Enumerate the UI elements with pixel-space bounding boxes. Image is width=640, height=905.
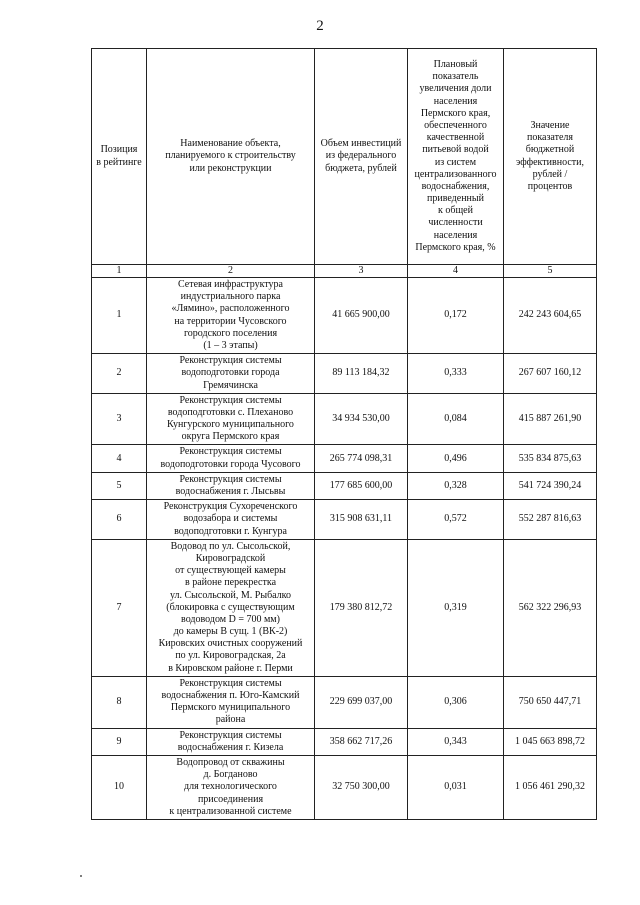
cell-investment: 315 908 631,11 <box>315 500 408 540</box>
header-object-name: Наименование объекта, планируемого к строительству или реконструкции <box>147 49 315 265</box>
cell-object-name: Сетевая инфраструктура индустриального парка «Лямино», расположенного на территории Чусовского городского поселения (1 – 3 этапы) <box>147 278 315 354</box>
cell-investment: 358 662 717,26 <box>315 728 408 755</box>
table-row <box>92 676 597 728</box>
cell-budget-efficiency: 1 045 663 898,72 <box>504 728 597 755</box>
cell-object-name: Реконструкция системы водоснабжения г. Лысьвы <box>147 472 315 499</box>
cell-investment: 177 685 600,00 <box>315 472 408 499</box>
cell-object-name: Реконструкция системы водоподготовки города Чусового <box>147 445 315 472</box>
column-number: 4 <box>408 265 504 278</box>
cell-object-name: Водопровод от скважины д. Богданово для технологического присоединения к централизованной системе <box>147 755 315 819</box>
cell-budget-efficiency: 750 650 447,71 <box>504 676 597 728</box>
header-row <box>92 49 597 265</box>
cell-population-share: 0,328 <box>408 472 504 499</box>
scan-speck <box>80 875 82 877</box>
cell-object-name: Реконструкция Сухореченского водозабора и системы водоподготовки г. Кунгура <box>147 500 315 540</box>
cell-position: 8 <box>92 676 147 728</box>
cell-object-name: Реконструкция системы водоснабжения г. Кизела <box>147 728 315 755</box>
cell-investment: 265 774 098,31 <box>315 445 408 472</box>
table-row <box>92 755 597 819</box>
cell-position: 2 <box>92 354 147 394</box>
cell-population-share: 0,319 <box>408 539 504 676</box>
cell-budget-efficiency: 1 056 461 290,32 <box>504 755 597 819</box>
cell-object-name: Реконструкция системы водоподготовки города Гремячинска <box>147 354 315 394</box>
cell-population-share: 0,572 <box>408 500 504 540</box>
header-investment: Объем инвестиций из федерального бюджета, рублей <box>315 49 408 265</box>
cell-budget-efficiency: 415 887 261,90 <box>504 393 597 445</box>
cell-object-name: Реконструкция системы водоподготовки с. Плеханово Кунгурского муниципального округа Пермского края <box>147 393 315 445</box>
cell-position: 10 <box>92 755 147 819</box>
table-row <box>92 500 597 540</box>
cell-population-share: 0,496 <box>408 445 504 472</box>
cell-object-name: Реконструкция системы водоснабжения п. Юго-Камский Пермского муниципального района <box>147 676 315 728</box>
column-numbers-row <box>92 265 597 278</box>
column-number: 2 <box>147 265 315 278</box>
cell-investment: 41 665 900,00 <box>315 278 408 354</box>
cell-position: 5 <box>92 472 147 499</box>
cell-object-name: Водовод по ул. Сысольской, Кировоградской от существующей камеры в районе перекрестка ул. Сысольской, М. Рыбалко (блокировка с существующим водоводом D = 700 мм) до камеры В сущ. 1 (ВК-2) Кировских очистных сооружений по ул. Кировоградская, 2а в Кировском районе г. Перми <box>147 539 315 676</box>
header-position: Позиция в рейтинге <box>92 49 147 265</box>
cell-position: 1 <box>92 278 147 354</box>
column-number: 5 <box>504 265 597 278</box>
table-row <box>92 278 597 354</box>
cell-position: 4 <box>92 445 147 472</box>
cell-position: 9 <box>92 728 147 755</box>
cell-population-share: 0,306 <box>408 676 504 728</box>
cell-population-share: 0,343 <box>408 728 504 755</box>
table-row <box>92 445 597 472</box>
cell-position: 7 <box>92 539 147 676</box>
cell-investment: 229 699 037,00 <box>315 676 408 728</box>
table-row <box>92 393 597 445</box>
table-row <box>92 472 597 499</box>
cell-budget-efficiency: 541 724 390,24 <box>504 472 597 499</box>
cell-investment: 34 934 530,00 <box>315 393 408 445</box>
table-row <box>92 539 597 676</box>
cell-budget-efficiency: 535 834 875,63 <box>504 445 597 472</box>
header-population-share: Плановый показатель увеличения доли населения Пермского края, обеспеченного качественной питьевой водой из систем централизованного водоснабжения, приведенный к общей численности населения Пермского края, % <box>408 49 504 265</box>
cell-budget-efficiency: 552 287 816,63 <box>504 500 597 540</box>
page-number: 2 <box>316 18 324 34</box>
cell-population-share: 0,084 <box>408 393 504 445</box>
cell-population-share: 0,333 <box>408 354 504 394</box>
cell-budget-efficiency: 242 243 604,65 <box>504 278 597 354</box>
cell-position: 3 <box>92 393 147 445</box>
column-number: 3 <box>315 265 408 278</box>
cell-budget-efficiency: 562 322 296,93 <box>504 539 597 676</box>
table-row <box>92 354 597 394</box>
cell-investment: 89 113 184,32 <box>315 354 408 394</box>
cell-investment: 32 750 300,00 <box>315 755 408 819</box>
cell-population-share: 0,031 <box>408 755 504 819</box>
table-row <box>92 728 597 755</box>
header-budget-efficiency: Значение показателя бюджетной эффективности, рублей / процентов <box>504 49 597 265</box>
cell-population-share: 0,172 <box>408 278 504 354</box>
cell-investment: 179 380 812,72 <box>315 539 408 676</box>
cell-budget-efficiency: 267 607 160,12 <box>504 354 597 394</box>
column-number: 1 <box>92 265 147 278</box>
rating-table <box>91 48 597 820</box>
cell-position: 6 <box>92 500 147 540</box>
